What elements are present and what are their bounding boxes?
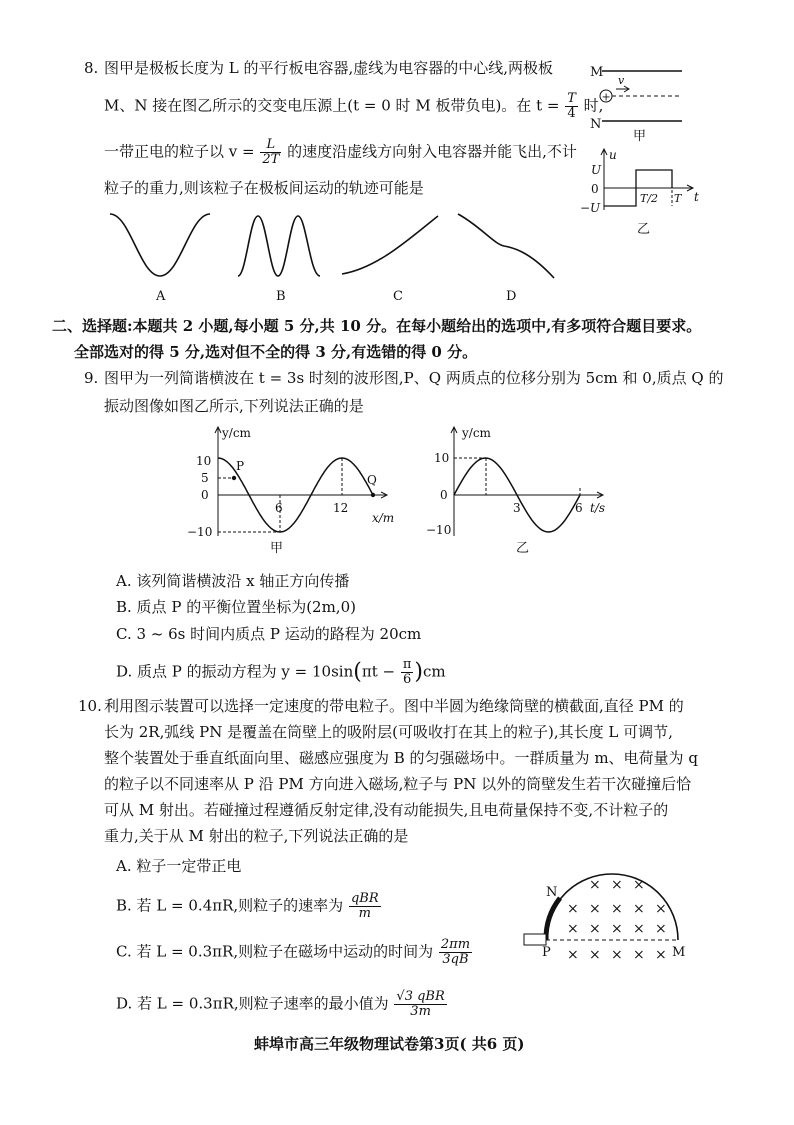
label-m: M	[672, 945, 686, 960]
t-label: t	[694, 190, 699, 204]
page-footer: 蚌埠市高三年级物理试卷第3页( 共6 页)	[254, 1035, 525, 1053]
field-cross-icon: ×	[589, 877, 601, 893]
q9-option-d-unit: cm	[423, 662, 446, 681]
q9-option-d-text: D. 质点 P 的振动方程为 y = 10sin	[116, 662, 354, 681]
q9-option-a: A. 该列简谐横波沿 x 轴正方向传播	[116, 572, 350, 590]
tick-t-6: 6	[575, 501, 583, 515]
field-cross-icon: ×	[633, 901, 645, 917]
q8-line-3b: 的速度沿虚线方向射入电容器并能飞出,不计	[287, 142, 577, 161]
field-cross-icon: ×	[567, 901, 579, 917]
q8-line-2b: 时,	[583, 96, 604, 115]
tick-5: 5	[201, 471, 209, 485]
option-label-d: D	[506, 289, 517, 304]
tick-x-12: 12	[333, 501, 349, 515]
field-cross-icon: ×	[611, 877, 623, 893]
y-axis-label: y/cm	[222, 426, 251, 440]
q8-trajectory-options	[108, 208, 588, 303]
option-label-a: A	[156, 289, 166, 304]
y-axis-label: y/cm	[462, 426, 491, 440]
field-cross-icon: ×	[589, 901, 601, 917]
paren-close: )	[414, 659, 423, 685]
frac-num: T	[567, 91, 576, 106]
tick-0: 0	[201, 488, 209, 502]
trajectory-b	[238, 216, 320, 276]
tick-0: 0	[440, 488, 448, 502]
paren-open: (	[353, 659, 362, 685]
q8-line-1: 图甲是极板长度为 L 的平行板电容器,虚线为电容器的中心线,两极板	[104, 59, 554, 77]
figure-caption-yi: 乙	[637, 222, 651, 237]
q8-number: 8.	[84, 59, 99, 77]
q10-number: 10.	[78, 697, 102, 715]
figure-caption-yi: 乙	[516, 541, 530, 556]
trajectory-c	[342, 216, 438, 274]
q9-line-1: 图甲为一列简谐横波在 t = 3s 时刻的波形图,P、Q 两质点的位移分别为 5cm 和 0,质点 Q 的	[104, 369, 724, 387]
absorbing-layer-pn	[546, 898, 560, 940]
tick-x-6: 6	[275, 501, 283, 515]
q8-figure-yi	[580, 146, 700, 241]
point-p	[232, 476, 236, 480]
q9-option-d	[116, 658, 446, 687]
q10-option-c-text: C. 若 L = 0.3πR,则粒子在磁场中运动的时间为	[116, 942, 434, 961]
field-cross-icon: ×	[633, 947, 645, 963]
frac-den: 4	[567, 106, 576, 121]
u-min-label: −U	[580, 201, 601, 215]
q8-line-4: 粒子的重力,则该粒子在极板间运动的轨迹可能是	[104, 179, 424, 197]
velocity-label: v	[618, 74, 625, 87]
q10-option-c	[116, 938, 473, 967]
q10-option-b	[116, 892, 382, 921]
field-cross-icon: ×	[633, 921, 645, 937]
t-axis-label: t/s	[590, 501, 606, 515]
frac-den: m	[358, 906, 371, 921]
frac-den: 3m	[410, 1004, 431, 1019]
section-2-line-1: 二、选择题:本题共 2 小题,每小题 5 分,共 10 分。在每小题给出的选项中,有多项符合题目要求。	[52, 317, 702, 335]
q10-option-b-fraction	[349, 892, 381, 921]
section-2-line-2: 全部选对的得 5 分,选对但不全的得 3 分,有选错的得 0 分。	[74, 343, 478, 361]
q10-figure	[520, 860, 700, 970]
q8-line-3	[104, 138, 577, 167]
q9-option-b: B. 质点 P 的平衡位置坐标为(2m,0)	[116, 598, 356, 616]
point-q	[371, 493, 375, 497]
field-cross-icon: ×	[611, 901, 623, 917]
q10-option-c-fraction	[439, 938, 472, 967]
field-cross-icon: ×	[567, 947, 579, 963]
field-cross-icon: ×	[655, 901, 667, 917]
q10-option-d-text: D. 若 L = 0.3πR,则粒子速率的最小值为	[116, 994, 389, 1013]
field-cross-icon: ×	[655, 947, 667, 963]
frac-den: 6	[402, 672, 412, 687]
trajectory-d	[458, 214, 554, 278]
q10-line-2: 长为 2R,弧线 PN 是覆盖在筒壁上的吸附层(可吸收打在其上的粒子),其长度 L 可调节,	[104, 723, 673, 741]
origin-label: 0	[591, 182, 599, 196]
q8-line-3a: 一带正电的粒子以 v =	[104, 142, 255, 161]
plate-n-label: N	[590, 117, 602, 132]
period-label: T	[674, 192, 682, 205]
option-label-c: C	[393, 289, 403, 304]
field-cross-icon: ×	[567, 921, 579, 937]
q10-line-3: 整个装置处于垂直纸面向里、磁感应强度为 B 的匀强磁场中。一群质量为 m、电荷量为 q	[104, 749, 698, 767]
frac-num: qBR	[350, 891, 379, 906]
x-axis-label: x/m	[372, 511, 395, 525]
field-cross-icon: ×	[655, 921, 667, 937]
q10-option-d	[116, 990, 448, 1019]
particle-source	[524, 934, 546, 945]
field-cross-icon: ×	[611, 921, 623, 937]
q10-option-d-fraction	[394, 990, 446, 1019]
q10-line-4: 的粒子以不同速率从 P 沿 PM 方向进入磁场,粒子与 PN 以外的筒壁发生若干次碰撞后恰	[104, 775, 692, 793]
frac-num: L	[260, 138, 281, 153]
q8-t-fraction	[565, 92, 578, 121]
q9-option-d-inner: πt −	[361, 662, 396, 681]
q10-line-5: 可从 M 射出。若碰撞过程遵循反射定律,没有动能损失,且电荷量保持不变,不计粒子的	[104, 801, 669, 819]
u-label: u	[609, 148, 617, 162]
q10-line-1: 利用图示装置可以选择一定速度的带电粒子。图中半圆为绝缘筒壁的横截面,直径 PM 的	[104, 697, 684, 715]
tick-t-3: 3	[513, 501, 521, 515]
field-cross-icon: ×	[611, 947, 623, 963]
q9-line-2: 振动图像如图乙所示,下列说法正确的是	[104, 397, 364, 415]
frac-den: 2T	[262, 152, 280, 167]
tick-10: 10	[196, 454, 212, 468]
magnetic-field-crosses	[567, 877, 667, 963]
q8-line-2a: M、N 接在图乙所示的交变电压源上(t = 0 时 M 板带负电)。在 t =	[104, 96, 560, 115]
frac-num: √3 qBR	[396, 989, 445, 1004]
particle-plus: +	[601, 90, 611, 104]
field-cross-icon: ×	[589, 947, 601, 963]
tick-neg-10: −10	[187, 525, 213, 539]
label-n: N	[546, 885, 558, 900]
q10-option-a: A. 粒子一定带正电	[116, 857, 242, 875]
u-max-label: U	[591, 163, 602, 177]
figure-caption-jia: 甲	[633, 129, 647, 144]
q10-line-6: 重力,关于从 M 射出的粒子,下列说法正确的是	[104, 827, 409, 845]
q8-v-fraction	[260, 138, 281, 167]
q9-graph-yi	[418, 424, 608, 554]
label-p: P	[236, 459, 245, 473]
q9-option-c: C. 3 ~ 6s 时间内质点 P 运动的路程为 20cm	[116, 625, 422, 643]
plate-m-label: M	[590, 65, 604, 80]
tick-neg-10: −10	[426, 523, 452, 537]
label-q: Q	[367, 473, 377, 487]
q9-number: 9.	[84, 369, 99, 387]
frac-num: 2πm	[440, 937, 471, 952]
q8-line-2	[104, 92, 603, 121]
trajectory-a	[110, 214, 210, 276]
q8-figure-jia	[588, 60, 698, 144]
q9-graph-jia	[184, 424, 394, 554]
frac-num: π	[402, 657, 412, 672]
figure-caption-jia: 甲	[270, 541, 284, 556]
option-label-b: B	[276, 289, 286, 304]
field-cross-icon: ×	[589, 921, 601, 937]
half-period-label: T/2	[640, 192, 659, 205]
tick-10: 10	[434, 451, 450, 465]
label-p: P	[542, 945, 551, 960]
q9-option-d-fraction	[401, 658, 414, 687]
field-cross-icon: ×	[633, 877, 645, 893]
frac-den: 3qB	[442, 952, 469, 967]
q10-option-b-text: B. 若 L = 0.4πR,则粒子的速率为	[116, 896, 344, 915]
